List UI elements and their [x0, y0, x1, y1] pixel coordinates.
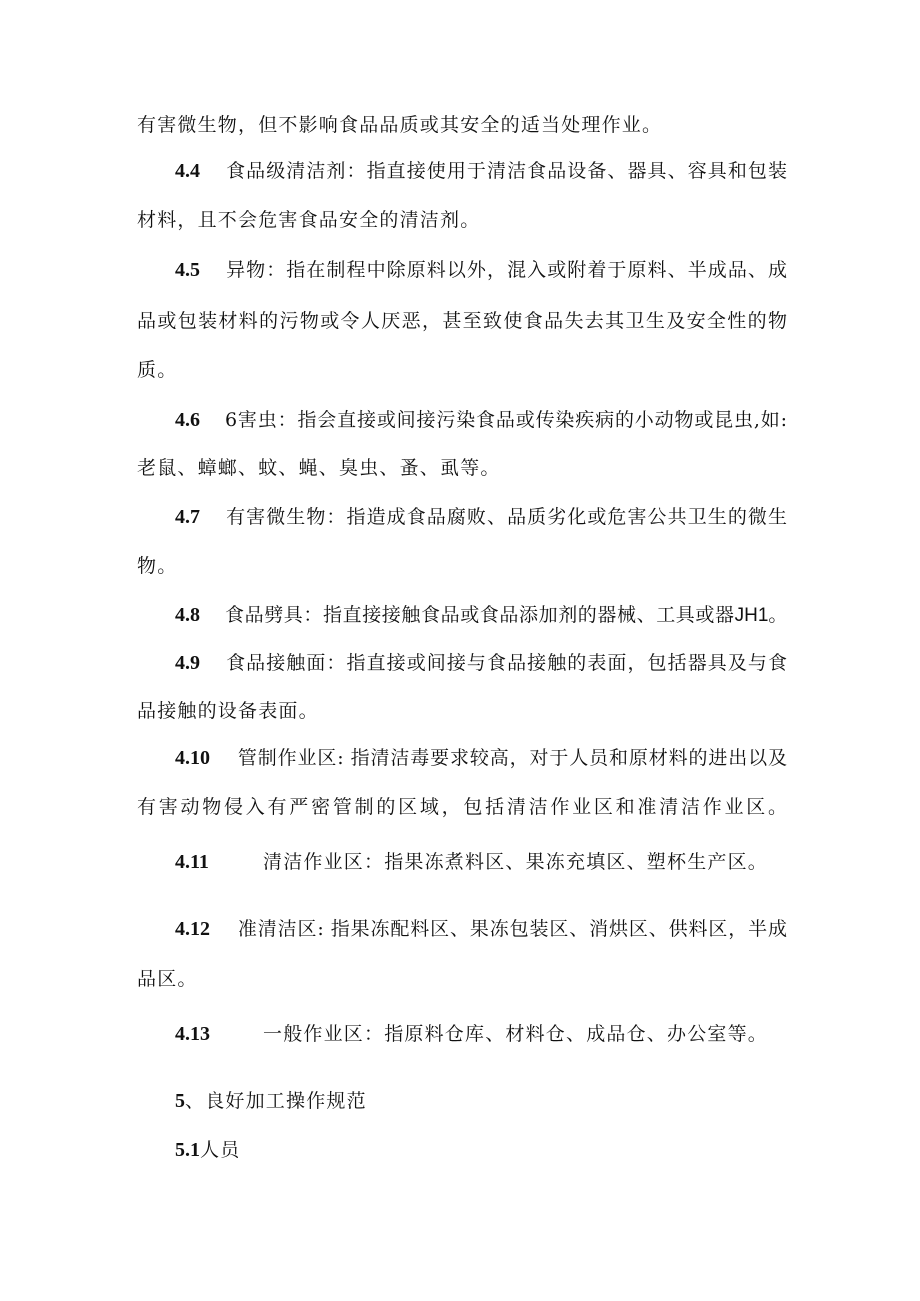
item-number: 4.6	[175, 409, 200, 431]
item-text: 管制作业区: 指清洁毒要求较高，对于人员和原材料的进出以及	[237, 747, 787, 769]
item-4-6-line1	[175, 408, 787, 432]
item-4-8-line1	[175, 603, 787, 628]
item-number: 4.11	[175, 851, 209, 873]
item-4-10-line2: 有害动物侵入有严密管制的区域，包括清洁作业区和准清洁作业区。	[137, 796, 787, 818]
section-title: 人员	[200, 1139, 241, 1161]
item-number: 4.8	[175, 604, 200, 626]
item-text: 一般作业区：指原料仓库、材料仓、成品仓、办公室等。	[263, 1023, 769, 1045]
item-4-4-line1	[175, 159, 787, 183]
item-number: 4.12	[175, 918, 210, 940]
item-number: 4.5	[175, 259, 200, 281]
section-number: 5	[175, 1090, 185, 1112]
section-5-1-heading	[175, 1138, 787, 1162]
item-4-9-line2: 品接触的设备表面。	[137, 700, 319, 722]
item-4-5-line1	[175, 258, 787, 282]
item-number: 4.10	[175, 747, 210, 769]
item-4-5-line2: 品或包装材料的污物或令人厌恶，甚至致使食品失去其卫生及安全性的物	[137, 310, 787, 332]
item-4-12-line1	[175, 917, 787, 941]
section-number: 5.1	[175, 1139, 200, 1161]
intro-line: 有害微生物，但不影响食品品质或其安全的适当处理作业。	[137, 114, 663, 136]
item-text: 食品级清洁剂：指直接使用于清洁食品设备、器具、容具和包装	[225, 160, 787, 182]
item-4-4-line2: 材料，且不会危害食品安全的清洁剂。	[137, 209, 481, 231]
item-4-13-line1	[175, 1022, 787, 1046]
item-4-7-line2: 物。	[137, 555, 178, 577]
item-number: 4.9	[175, 652, 200, 674]
item-4-9-line1	[175, 651, 787, 675]
item-text: 6害虫：指会直接或间接污染食品或传染疾病的小动物或昆虫,如:	[225, 409, 787, 431]
item-number: 4.4	[175, 160, 200, 182]
item-text: 有害微生物：指造成食品腐败、品质劣化或危害公共卫生的微生	[225, 506, 787, 528]
item-4-5-line3: 质。	[137, 359, 178, 381]
item-4-11-line1	[175, 850, 787, 874]
item-number: 4.7	[175, 506, 200, 528]
item-number: 4.13	[175, 1023, 210, 1045]
item-text: 食品劈具：指直接接触食品或食品添加剂的器械、工具或器	[225, 604, 735, 626]
item-4-6-line2: 老鼠、蟑螂、蚊、蝇、臭虫、蚤、虱等。	[137, 457, 501, 479]
item-4-7-line1	[175, 505, 787, 529]
item-text: 准清洁区: 指果冻配料区、果冻包装区、消烘区、供料区，半成	[237, 918, 787, 940]
section-title: 、良好加工操作规范	[185, 1090, 367, 1112]
item-4-10-line1	[175, 746, 787, 770]
item-text: 食品接触面：指直接或间接与食品接触的表面，包括器具及与食	[225, 652, 787, 674]
item-text-suffix: JH1。	[734, 605, 788, 626]
item-4-12-line2: 品区。	[137, 968, 198, 990]
section-5-heading	[175, 1089, 787, 1113]
item-text: 异物：指在制程中除原料以外，混入或附着于原料、半成品、成	[225, 259, 787, 281]
item-text: 清洁作业区：指果冻煮料区、果冻充填区、塑杯生产区。	[263, 851, 769, 873]
